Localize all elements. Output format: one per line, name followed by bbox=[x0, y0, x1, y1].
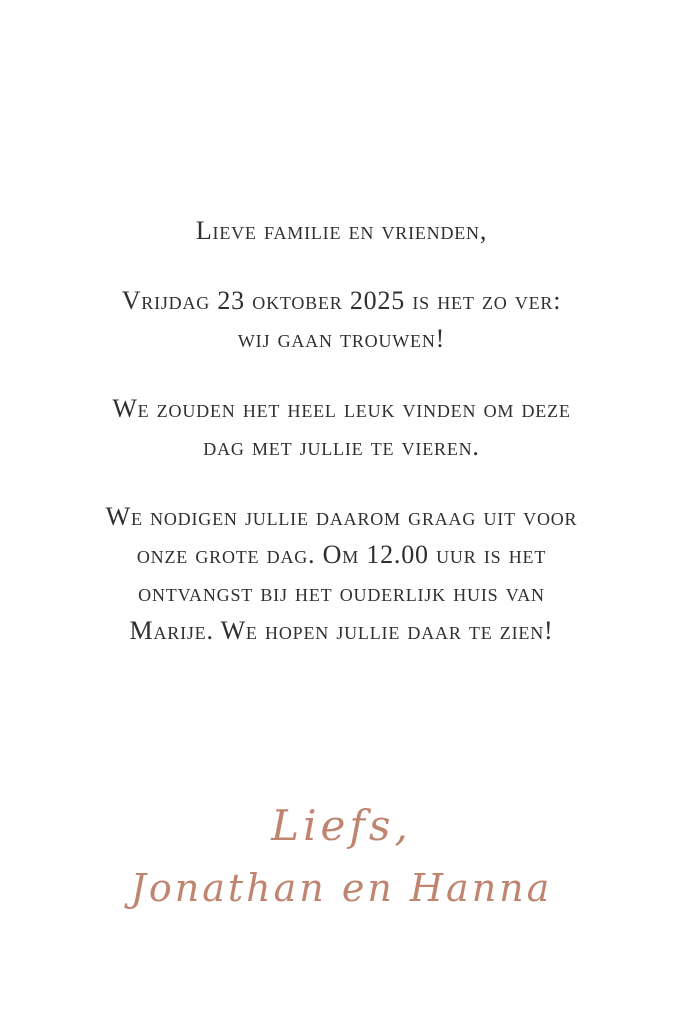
wedding-date-line: Vrijdag 23 oktober 2025 is het zo ver: bbox=[121, 286, 562, 315]
couple-names-signature: Jonathan en Hanna bbox=[130, 866, 553, 910]
celebrate-line-2: dag met jullie te vieren. bbox=[203, 432, 480, 461]
signoff-text: Liefs, bbox=[271, 801, 412, 850]
details-paragraph bbox=[40, 498, 643, 650]
greeting-line: Lieve familie en vrienden, bbox=[195, 216, 488, 245]
wedding-announcement-line: wij gaan trouwen! bbox=[237, 324, 446, 353]
invitation-body bbox=[40, 212, 643, 650]
details-line-2: onze grote dag. Om 12.00 uur is het bbox=[136, 540, 547, 569]
celebrate-line-1: We zouden het heel leuk vinden om deze bbox=[112, 394, 571, 423]
announcement-paragraph bbox=[40, 282, 643, 358]
signature-block bbox=[0, 795, 683, 919]
celebrate-paragraph bbox=[40, 390, 643, 466]
details-line-3: ontvangst bij het ouderlijk huis van bbox=[138, 578, 545, 607]
details-line-1: We nodigen jullie daarom graag uit voor bbox=[105, 502, 578, 531]
details-line-4: Marije. We hopen jullie daar te zien! bbox=[129, 616, 554, 645]
